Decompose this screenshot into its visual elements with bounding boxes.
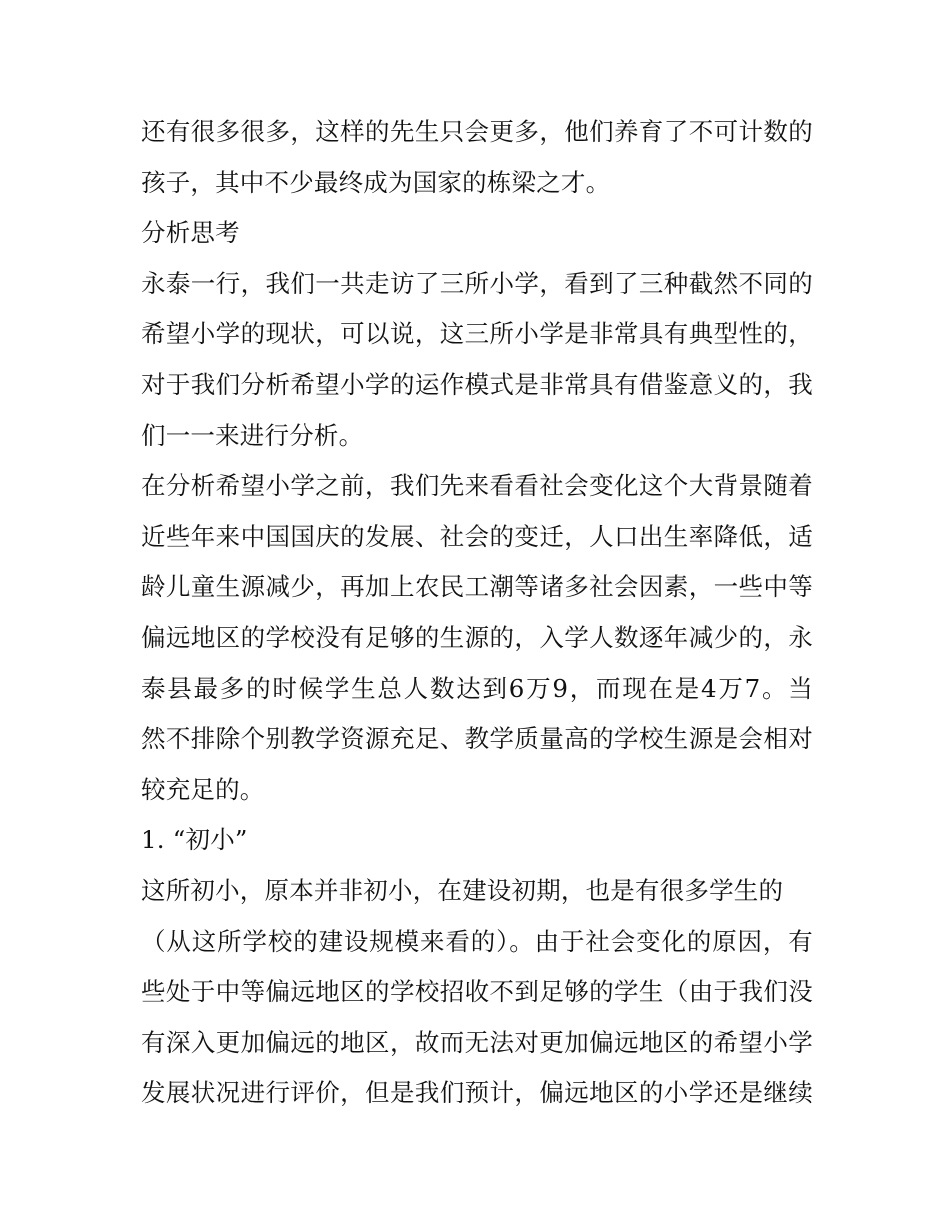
text-line: 偏远地区的学校没有足够的生源的，入学人数逐年减少的，永 [141, 622, 813, 652]
body-text [141, 107, 813, 1119]
text-line: 近些年来中国国庆的发展、社会的变迁，人口出生率降低，适 [141, 521, 813, 551]
text-line: 永泰一行，我们一共走访了三所小学，看到了三种截然不同的 [141, 268, 813, 298]
text-line: 些处于中等偏远地区的学校招收不到足够的学生（由于我们没 [141, 977, 813, 1007]
text-line: 有深入更加偏远的地区，故而无法对更加偏远地区的希望小学 [141, 1027, 813, 1057]
text-line: 发展状况进行评价，但是我们预计，偏远地区的小学还是继续 [141, 1078, 813, 1108]
text-line: 这所初小，原本并非初小，在建设初期，也是有很多学生的 [141, 875, 784, 905]
text-line: 然不排除个别教学资源充足、教学质量高的学校生源是会相对 [141, 724, 813, 754]
text-line: 希望小学的现状，可以说，这三所小学是非常具有典型性的， [141, 319, 813, 349]
text-line: 对于我们分析希望小学的运作模式是非常具有借鉴意义的，我 [141, 369, 813, 399]
text-line: 在分析希望小学之前，我们先来看看社会变化这个大背景随着 [141, 471, 813, 501]
text-line: 分析思考 [141, 218, 240, 248]
text-line: （从这所学校的建设规模来看的）。由于社会变化的原因，有 [141, 926, 813, 956]
text-line: 还有很多很多，这样的先生只会更多，他们养育了不可计数的 [141, 117, 813, 146]
text-line: 泰县最多的时候学生总人数达到6万9，而现在是4万7。当 [141, 673, 813, 703]
text-line: 孩子，其中不少最终成为国家的栋梁之才。 [141, 167, 611, 197]
text-line: 龄儿童生源减少，再加上农民工潮等诸多社会因素，一些中等 [141, 572, 813, 602]
text-line: 们一一来进行分析。 [141, 420, 364, 450]
text-line: 较充足的。 [141, 774, 265, 804]
text-line: 1. “初小” [141, 825, 248, 855]
